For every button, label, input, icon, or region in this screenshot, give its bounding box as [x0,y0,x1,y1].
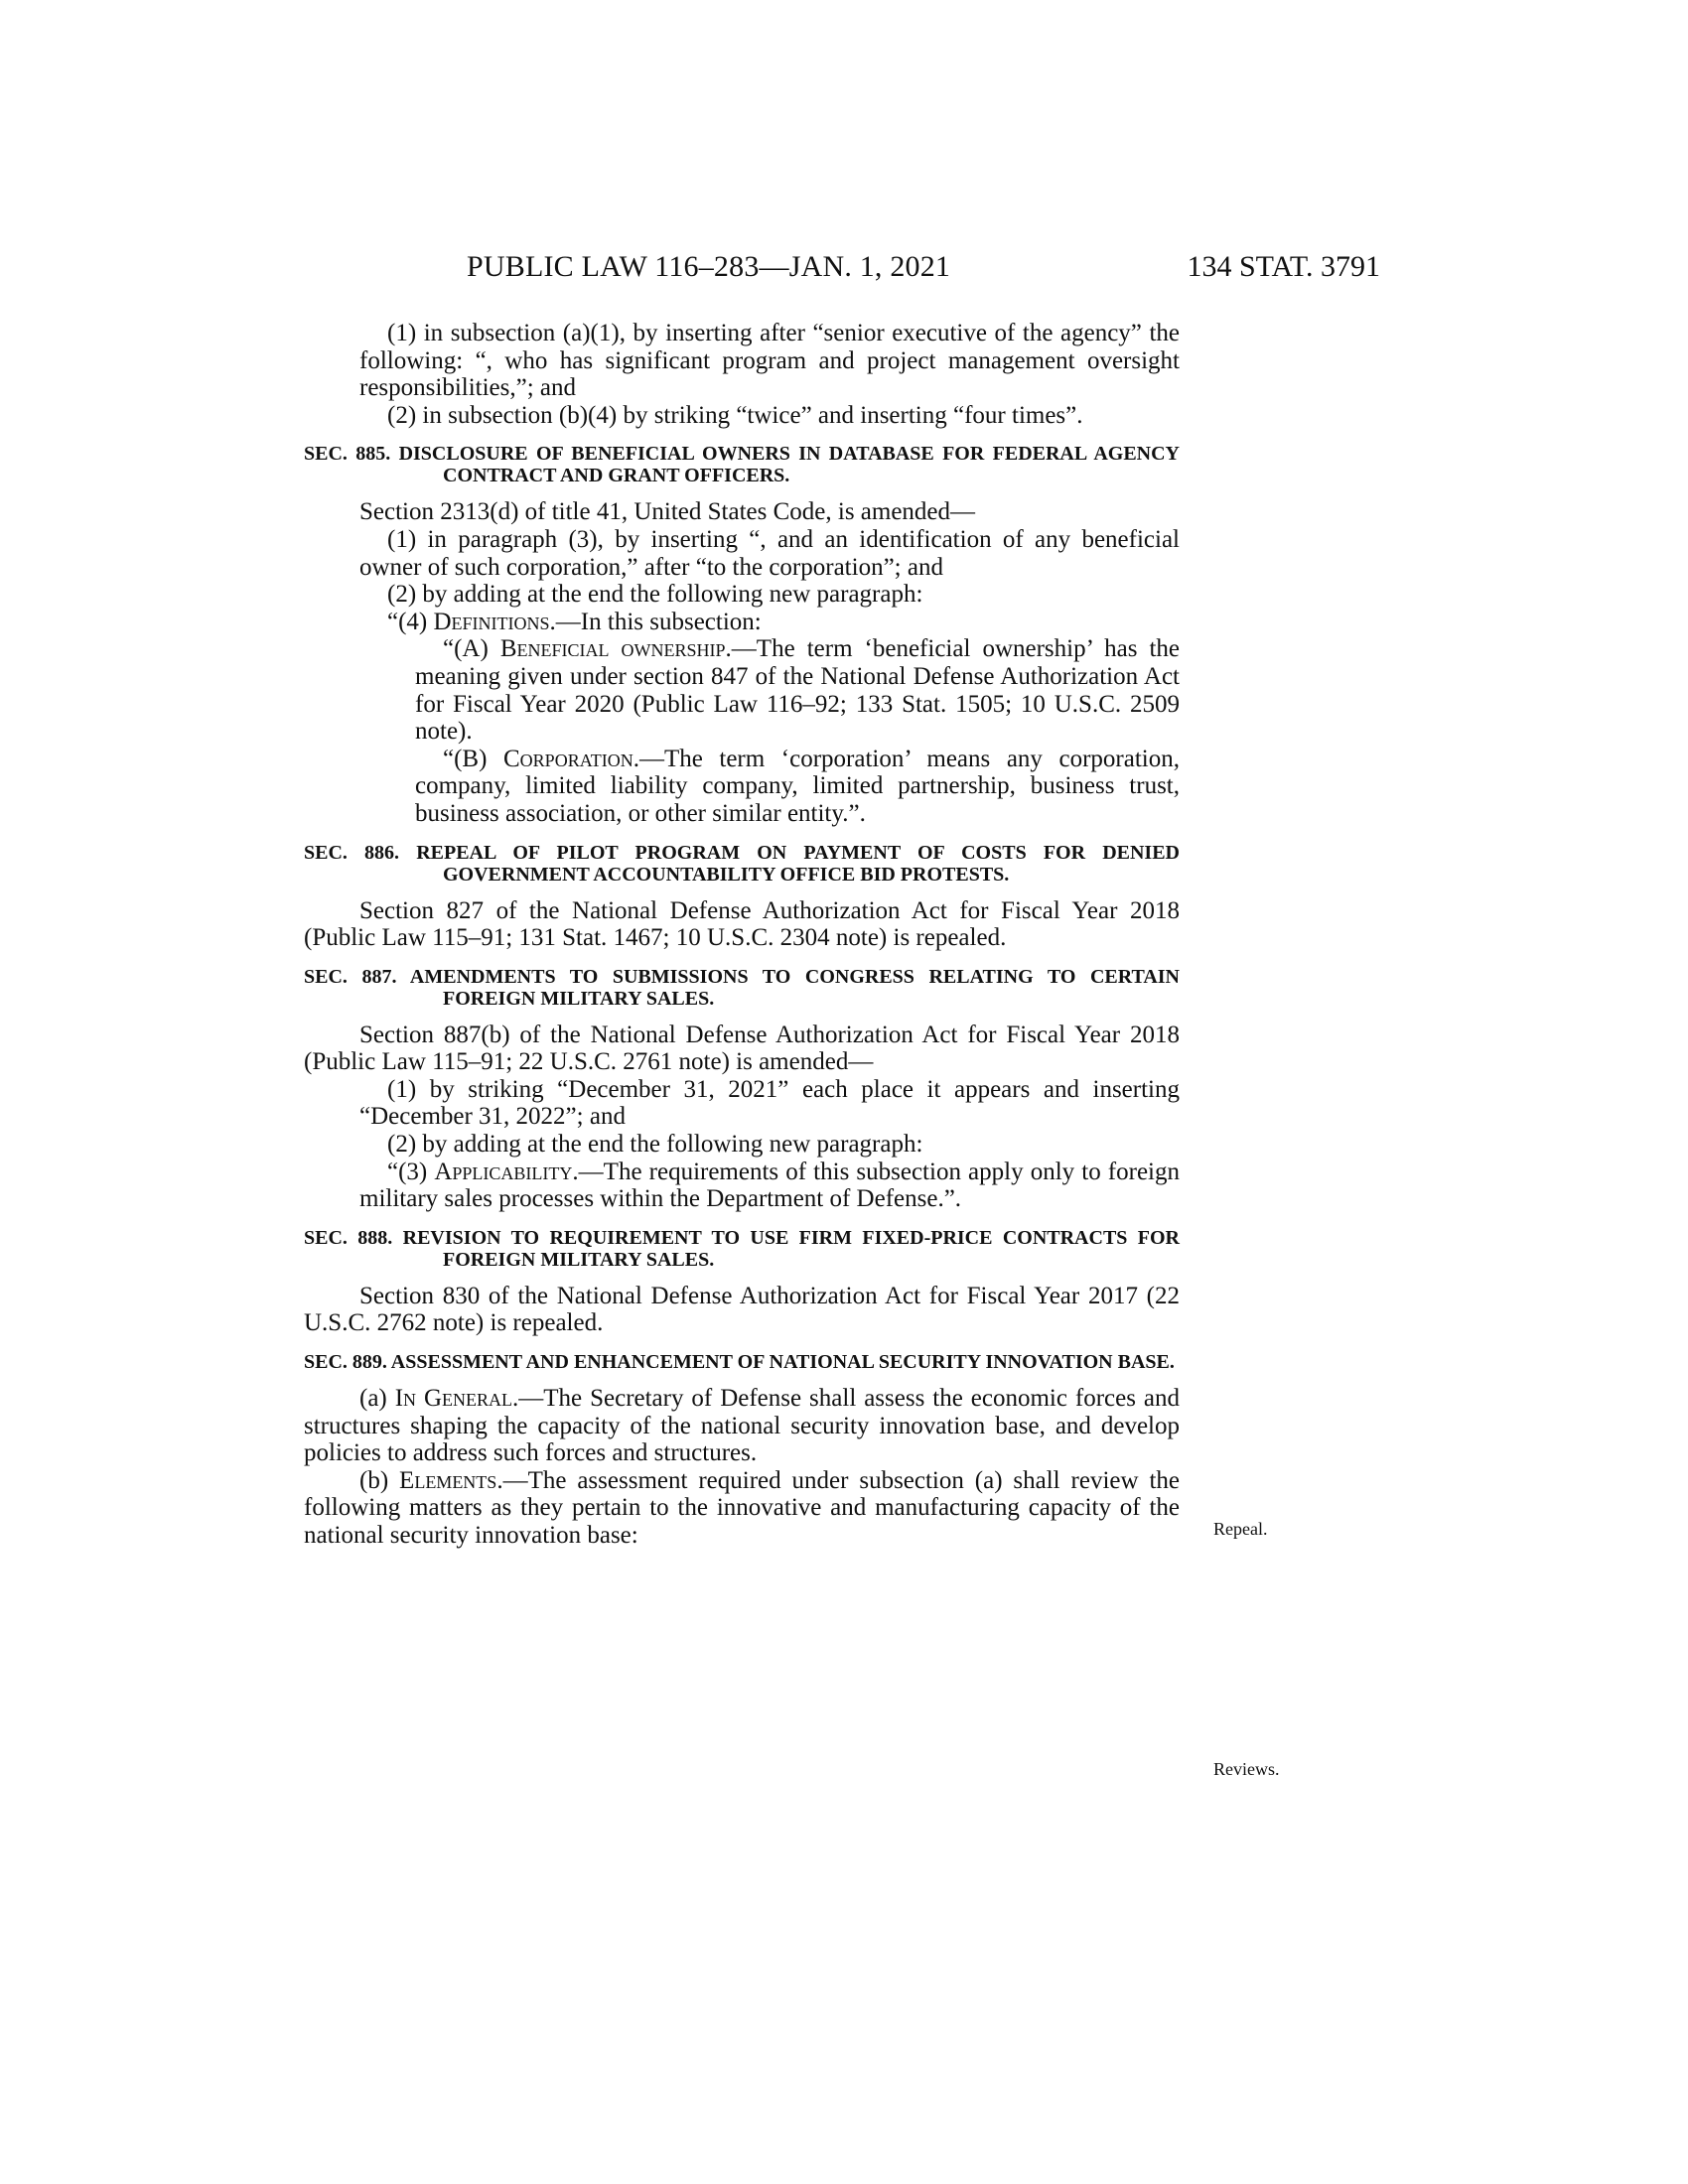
margin-note-repeal: Repeal. [1213,1519,1268,1539]
body-text-column [304,320,1180,1550]
section-886-text: Section 827 of the National Defense Authorization Act for Fiscal Year 2018 (Public Law 115–91; 131 Stat. 1467; 10 U.S.C. 2304 note) is repealed. [304,896,1180,952]
section-885-heading: SEC. 885. DISCLOSURE OF BENEFICIAL OWNERS IN DATABASE FOR FEDERAL AGENCY CONTRACT AND GRANT OFFICERS. [304,443,1180,487]
section-887-paragraph-3: “(3) Applicability.—The requirements of this subsection apply only to foreign military sales processes within the Department of Defense.”. [359,1158,1180,1213]
section-887-intro: Section 887(b) of the National Defense Authorization Act for Fiscal Year 2018 (Public Law 115–91; 22 U.S.C. 2761 note) is amended— [304,1021,1180,1076]
section-888-heading: SEC. 888. REVISION TO REQUIREMENT TO USE FIRM FIXED-PRICE CONTRACTS FOR FOREIGN MILITARY SALES. [304,1226,1180,1271]
section-889-subsection-b: (b) Elements.—The assessment required under subsection (a) shall review the following matters as they pertain to the innovative and manufacturing capacity of the national security innovation base: [304,1466,1180,1549]
applicability-caption: Applicability [434,1158,573,1185]
page-header [298,250,1380,292]
section-887-heading: SEC. 887. AMENDMENTS TO SUBMISSIONS TO CONGRESS RELATING TO CERTAIN FOREIGN MILITARY SALES. [304,965,1180,1010]
public-law-title: PUBLIC LAW 116–283—JAN. 1, 2021 [467,250,951,283]
section-885-intro: Section 2313(d) of title 41, United States Code, is amended— [359,498,976,526]
section-885-subparagraph-a: “(A) Beneficial ownership.—The term ‘beneficial ownership’ has the meaning given under section 847 of the National Defense Authorization Act for Fiscal Year 2020 (Public Law 116–92; 133 Stat. 1505; 10 U.S.C. 2509 note). [415,635,1180,746]
section-887-paragraph-2: (2) by adding at the end the following new paragraph: [387,1131,923,1159]
section-889-subsection-a: (a) In General.—The Secretary of Defense shall assess the economic forces and structures shaping the capacity of the national security innovation base, and develop policies to address such forces and structures. [304,1385,1180,1467]
statute-page-number: 134 STAT. 3791 [1187,250,1380,283]
beneficial-ownership-caption: Beneficial ownership [499,635,726,663]
definitions-caption: Definitions [433,608,550,635]
section-887-paragraph-1: (1) by striking “December 31, 2021” each place it appears and inserting “December 31, 2022”; and [359,1075,1180,1131]
section-889-heading: SEC. 889. ASSESSMENT AND ENHANCEMENT OF NATIONAL SECURITY INNOVATION BASE. [304,1351,1175,1374]
in-general-caption: In General [394,1385,513,1413]
section-885-paragraph-2: (2) by adding at the end the following new paragraph: [387,581,923,609]
margin-note-reviews: Reviews. [1213,1759,1280,1779]
paragraph-subsection-a1: (1) in subsection (a)(1), by inserting after “senior executive of the agency” the following: “, who has significant program and project management oversight responsibilities,”; and [359,320,1180,402]
section-885-subparagraph-b: “(B) Corporation.—The term ‘corporation’ means any corporation, company, limited liability company, limited partnership, business trust, business association, or other similar entity.”. [415,745,1180,827]
section-885-paragraph-4: “(4) Definitions.—In this subsection: [387,608,762,635]
section-888-text: Section 830 of the National Defense Authorization Act for Fiscal Year 2017 (22 U.S.C. 2762 note) is repealed. [304,1282,1180,1337]
paragraph-subsection-b4: (2) in subsection (b)(4) by striking “twice” and inserting “four times”. [387,401,1083,429]
section-886-heading: SEC. 886. REPEAL OF PILOT PROGRAM ON PAYMENT OF COSTS FOR DENIED GOVERNMENT ACCOUNTABILITY OFFICE BID PROTESTS. [304,841,1180,886]
elements-caption: Elements [399,1466,497,1494]
section-885-paragraph-1: (1) in paragraph (3), by inserting “, and an identification of any beneficial owner of such corporation,” after “to the corporation”; and [359,525,1180,581]
corporation-caption: Corporation [503,745,633,772]
